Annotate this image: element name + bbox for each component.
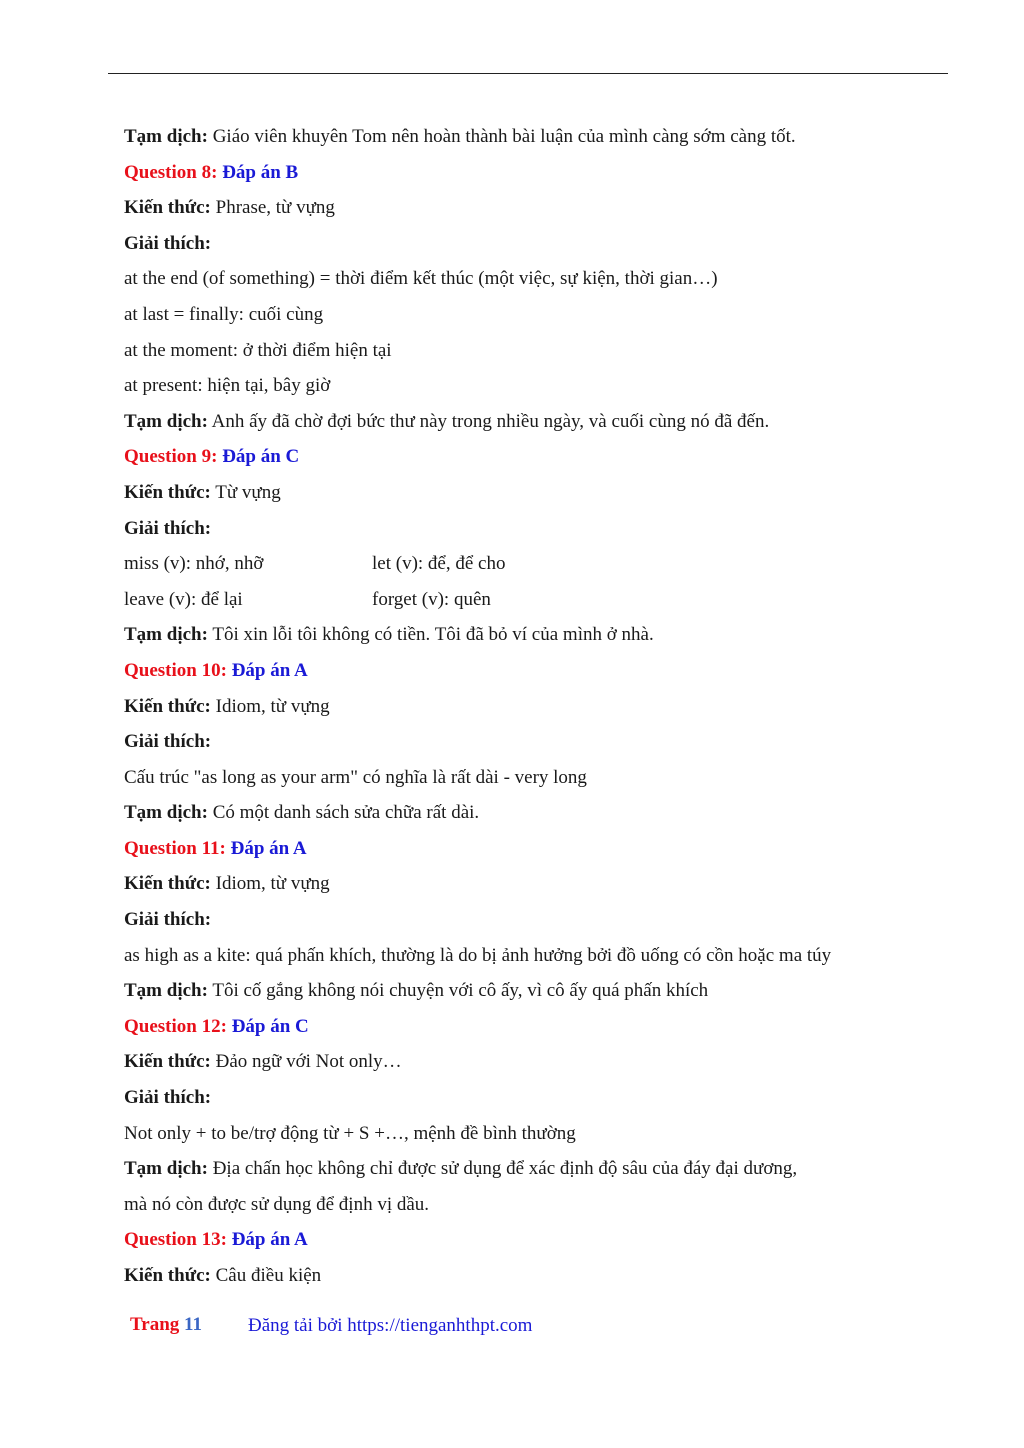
translation-line: [124, 404, 914, 440]
body-text: mà nó còn được sử dụng để định vị dầu.: [124, 1193, 430, 1215]
question-heading: [124, 439, 914, 475]
knowledge-label: Kiến thức:: [124, 695, 211, 717]
answer-choice: Đáp án B: [217, 161, 299, 183]
knowledge-text: Phrase, từ vựng: [210, 197, 335, 219]
knowledge-label: Kiến thức:: [124, 481, 211, 503]
translation-label: Tạm dịch:: [124, 980, 208, 1002]
vocab-item-left: leave (v): để lại: [124, 588, 243, 610]
body-text-line: [124, 333, 914, 369]
answer-choice: Đáp án A: [226, 659, 308, 681]
translation-label: Tạm dịch:: [124, 624, 208, 646]
knowledge-line: [124, 689, 914, 725]
translation-text: Anh ấy đã chờ đợi bức thư này trong nhiều ngày, và cuối cùng nó đã đến.: [207, 410, 770, 432]
footer-page-label: Trang: [130, 1314, 185, 1335]
footer-page-number: 11: [184, 1314, 202, 1335]
body-text-line: [124, 297, 914, 333]
page-footer: [130, 1314, 533, 1336]
question-heading: [124, 1009, 914, 1045]
body-text-line: [124, 1187, 914, 1223]
question-heading: [124, 155, 914, 191]
knowledge-label: Kiến thức:: [124, 873, 211, 895]
knowledge-text: Từ vựng: [210, 481, 281, 503]
footer-uploaded-by: Đăng tải bởi https://tienganhthpt.com: [248, 1315, 533, 1336]
answer-choice: Đáp án A: [226, 1229, 308, 1251]
body-text: Not only + to be/trợ động từ + S +…, mệnh đề bình thường: [124, 1122, 576, 1144]
translation-text: Tôi cố gắng không nói chuyện với cô ấy, vì cô ấy quá phấn khích: [207, 980, 709, 1002]
knowledge-line: [124, 475, 914, 511]
body-text-line: [124, 261, 914, 297]
vocab-row: [124, 546, 914, 582]
explanation-label: Giải thích:: [124, 517, 212, 539]
translation-line: [124, 119, 914, 155]
answer-choice: Đáp án C: [226, 1015, 309, 1037]
question-number: Question 13:: [124, 1229, 227, 1251]
header-rule: [108, 73, 948, 74]
body-text: at last = finally: cuối cùng: [124, 303, 324, 325]
translation-text: Địa chấn học không chỉ được sử dụng để xác định độ sâu của đáy đại dương,: [207, 1158, 798, 1180]
translation-label: Tạm dịch:: [124, 802, 208, 824]
translation-text: Giáo viên khuyên Tom nên hoàn thành bài luận của mình càng sớm càng tốt.: [207, 126, 796, 147]
knowledge-line: [124, 190, 914, 226]
translation-label: Tạm dịch:: [124, 126, 208, 147]
knowledge-line: [124, 866, 914, 902]
question-heading: [124, 653, 914, 689]
translation-line: [124, 973, 914, 1009]
vocab-item-right: let (v): để, để cho: [372, 553, 506, 575]
body-text: at the moment: ở thời điểm hiện tại: [124, 339, 392, 361]
knowledge-text: Đảo ngữ với Not only…: [210, 1051, 402, 1073]
knowledge-label: Kiến thức:: [124, 197, 211, 219]
knowledge-text: Idiom, từ vựng: [210, 695, 330, 717]
body-text-line: [124, 938, 914, 974]
translation-line: [124, 1151, 914, 1187]
body-text: as high as a kite: quá phấn khích, thường là do bị ảnh hưởng bởi đồ uống có cồn hoặc ma túy: [124, 944, 832, 966]
question-number: Question 9:: [124, 446, 218, 468]
knowledge-line: [124, 1258, 914, 1294]
explanation-heading: [124, 226, 914, 262]
body-text: at the end (of something) = thời điểm kết thúc (một việc, sự kiện, thời gian…): [124, 268, 718, 290]
question-number: Question 11:: [124, 837, 226, 859]
explanation-heading: [124, 1080, 914, 1116]
knowledge-label: Kiến thức:: [124, 1051, 211, 1073]
body-text: at present: hiện tại, bây giờ: [124, 375, 331, 397]
answer-choice: Đáp án A: [225, 837, 307, 859]
knowledge-text: Câu điều kiện: [210, 1265, 322, 1286]
question-heading: [124, 831, 914, 867]
explanation-label: Giải thích:: [124, 909, 212, 931]
translation-line: [124, 795, 914, 831]
knowledge-line: [124, 1044, 914, 1080]
explanation-label: Giải thích:: [124, 232, 212, 254]
question-number: Question 12:: [124, 1015, 227, 1037]
knowledge-text: Idiom, từ vựng: [210, 873, 330, 895]
answer-choice: Đáp án C: [217, 446, 300, 468]
question-heading: [124, 1222, 914, 1258]
vocab-row: [124, 582, 914, 618]
translation-label: Tạm dịch:: [124, 410, 208, 432]
body-text: Cấu trúc "as long as your arm" có nghĩa là rất dài - very long: [124, 766, 587, 788]
vocab-item-left: miss (v): nhớ, nhỡ: [124, 553, 264, 575]
question-number: Question 8:: [124, 161, 218, 183]
question-number: Question 10:: [124, 659, 227, 681]
translation-text: Tôi xin lỗi tôi không có tiền. Tôi đã bỏ ví của mình ở nhà.: [207, 624, 654, 646]
explanation-heading: [124, 902, 914, 938]
explanation-label: Giải thích:: [124, 731, 212, 753]
body-text-line: [124, 368, 914, 404]
translation-line: [124, 617, 914, 653]
body-text-line: [124, 1116, 914, 1152]
body-text-line: [124, 760, 914, 796]
explanation-heading: [124, 511, 914, 547]
explanation-label: Giải thích:: [124, 1087, 212, 1109]
translation-label: Tạm dịch:: [124, 1158, 208, 1180]
explanation-heading: [124, 724, 914, 760]
vocab-item-right: forget (v): quên: [372, 588, 491, 610]
document-body: [124, 119, 914, 1294]
translation-text: Có một danh sách sửa chữa rất dài.: [207, 802, 480, 824]
knowledge-label: Kiến thức:: [124, 1265, 211, 1286]
